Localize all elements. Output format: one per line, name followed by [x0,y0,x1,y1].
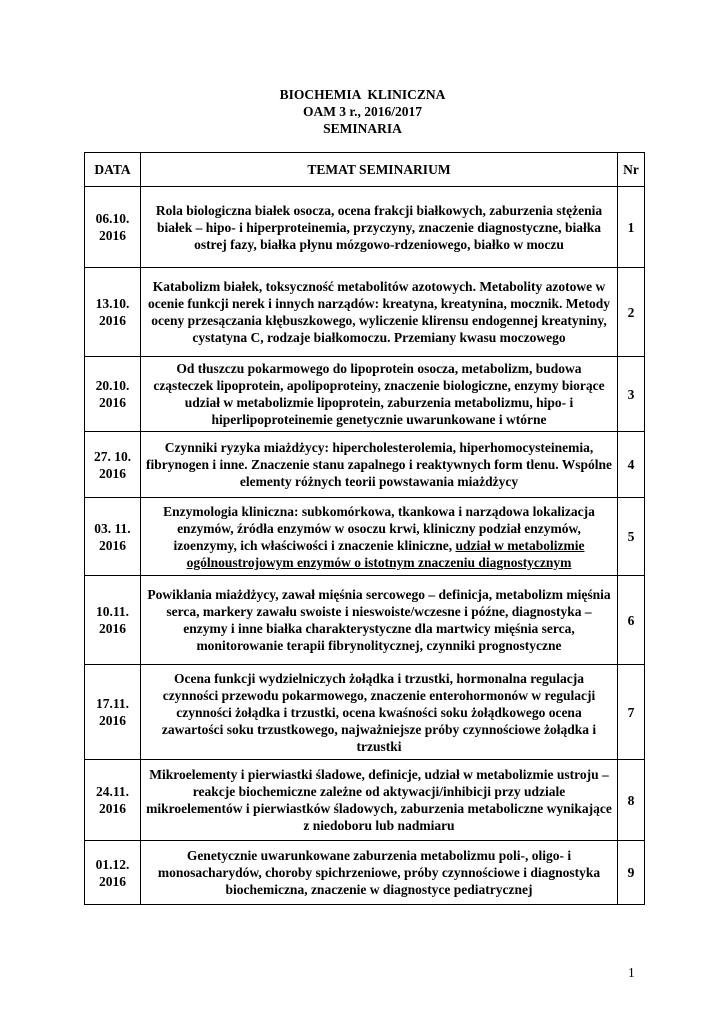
row-number: 1 [618,187,645,268]
topic-text: Powikłania miażdżycy, zawał mięśnia sercowego – definicja, metabolizm mięśnia serca, markery zawału swoiste i nieswoiste/wczesne i późne, diagnostyka – enzymy i inne białka charakterystyczne dla martwicy mięśnia serca, monitorowanie terapii fibrynolitycznej, czynniki prognostyczne [147,587,611,653]
table-row [85,665,645,760]
row-topic [141,357,618,432]
document-subtitle: OAM 3 r., 2016/2017 [302,104,423,119]
document-section: SEMINARIA [323,121,402,136]
row-date [85,576,141,665]
row-date [85,760,141,841]
row-number: 4 [618,432,645,498]
date-text: 03. 11. 2016 [94,520,131,553]
row-topic [141,841,618,905]
row-number: 3 [618,357,645,432]
row-number: 8 [618,760,645,841]
row-topic [141,665,618,760]
topic-text: Enzymologia kliniczna: subkomórkowa, tkankowa i narządowa lokalizacja enzymów, źródła enzymów w osoczu krwi, kliniczny podział enzymów, izoenzymy, ich właściwości i znaczenie kliniczne, [163,503,595,553]
table-row [85,498,645,576]
row-topic [141,576,618,665]
date-text: 20.10. 2016 [95,378,130,410]
page-number: 1 [628,965,635,980]
date-text: 01.12. 2016 [95,856,130,889]
table-row [85,841,645,905]
table-row [85,432,645,498]
row-number: 2 [618,268,645,357]
row-date [85,187,141,268]
table-header-row [85,153,645,187]
row-date [85,357,141,432]
row-topic [141,432,618,498]
document-title: BIOCHEMIA KLINICZNA [279,87,446,102]
date-text: 10.11. 2016 [95,604,129,636]
topic-text: Katabolizm białek, toksyczność metabolitów azotowych. Metabolity azotowe w ocenie funkcji nerek i innych narządów: kreatyna, kreatynina, mocznik. Metody oceny przesączania kłębuszkowego, wyliczenie klirensu endogennej kreatyniny, cystatyna C, rodzaje białkomoczu. Przemiany kwasu moczowego [148,279,610,345]
date-text: 06.10. 2016 [95,211,130,243]
row-number: 6 [618,576,645,665]
table-row [85,268,645,357]
topic-text: Rola biologiczna białek osocza, ocena frakcji białkowych, zaburzenia stężenia białek – hipo- i hiperproteinemia, przyczyny, znaczenie diagnostyczne, białka ostrej fazy, białka płynu mózgowo-rdzeniowego, białko w moczu [155,202,603,252]
column-header-topic: TEMAT SEMINARIUM [141,153,618,187]
seminar-table [84,152,645,905]
topic-text: Ocena funkcji wydzielniczych żołądka i trzustki, hormonalna regulacja czynności przewodu pokarmowego, znaczenie enterohormonów w regulacji czynności żołądka i trzustki, ocena kwaśności soku żołądkowego ocena zawartości soku trzustkowego, najważniejsze próby czynnościowe żołądka i trzustki [161,670,597,754]
row-date [85,432,141,498]
date-text: 17.11. 2016 [95,696,129,728]
row-number: 9 [618,841,645,905]
table-row [85,576,645,665]
date-text: 27. 10. 2016 [93,448,132,481]
row-date [85,268,141,357]
topic-text: Czynniki ryzyka miażdżycy: hipercholesterolemia, hiperhomocysteinemia, fibrynogen i inne. Znaczenie stanu zapalnego i reaktywnych form tlenu. Wspólne elementy różnych teorii powstawania miażdżycy [145,440,613,489]
document-header [0,86,725,137]
date-text: 13.10. 2016 [95,296,130,328]
table-row [85,760,645,841]
topic-underlined-text: udział w metabolizmie ogólnoustrojowym enzymów o istotnym znaczeniu diagnostycznym [186,537,585,570]
date-text: 24.11. 2016 [95,784,129,816]
row-topic [141,498,618,576]
row-topic [141,268,618,357]
row-number: 7 [618,665,645,760]
row-date [85,665,141,760]
row-topic [141,187,618,268]
row-date [85,498,141,576]
column-header-date: DATA [85,153,141,187]
topic-text: Genetycznie uwarunkowane zaburzenia metabolizmu poli-, oligo- i monosacharydów, choroby spichrzeniowe, próby czynnościowe i diagnostyka biochemiczna, znaczenie w diagnostyce pediatrycznej [157,848,601,897]
row-topic [141,760,618,841]
topic-text: Mikroelementy i pierwiastki śladowe, definicje, udział w metabolizmie ustroju – reakcje biochemiczne zależne od aktywacji/inhibicji przy udziale mikroelementów i pierwiastków śladowych, zaburzenia metaboliczne wynikające z niedoboru lub nadmiaru [146,767,612,833]
column-header-nr: Nr [618,153,645,187]
table-row [85,187,645,268]
topic-text: Od tłuszczu pokarmowego do lipoprotein osocza, metabolizm, budowa cząsteczek lipoprotein, apolipoproteiny, znaczenie biologiczne, enzymy biorące udział w metabolizmie lipoprotein, zaburzenia metabolizmu, hipo- i hiperlipoproteinemie genetycznie uwarunkowane i wtórne [153,361,605,427]
row-number: 5 [618,498,645,576]
table-row [85,357,645,432]
row-date [85,841,141,905]
